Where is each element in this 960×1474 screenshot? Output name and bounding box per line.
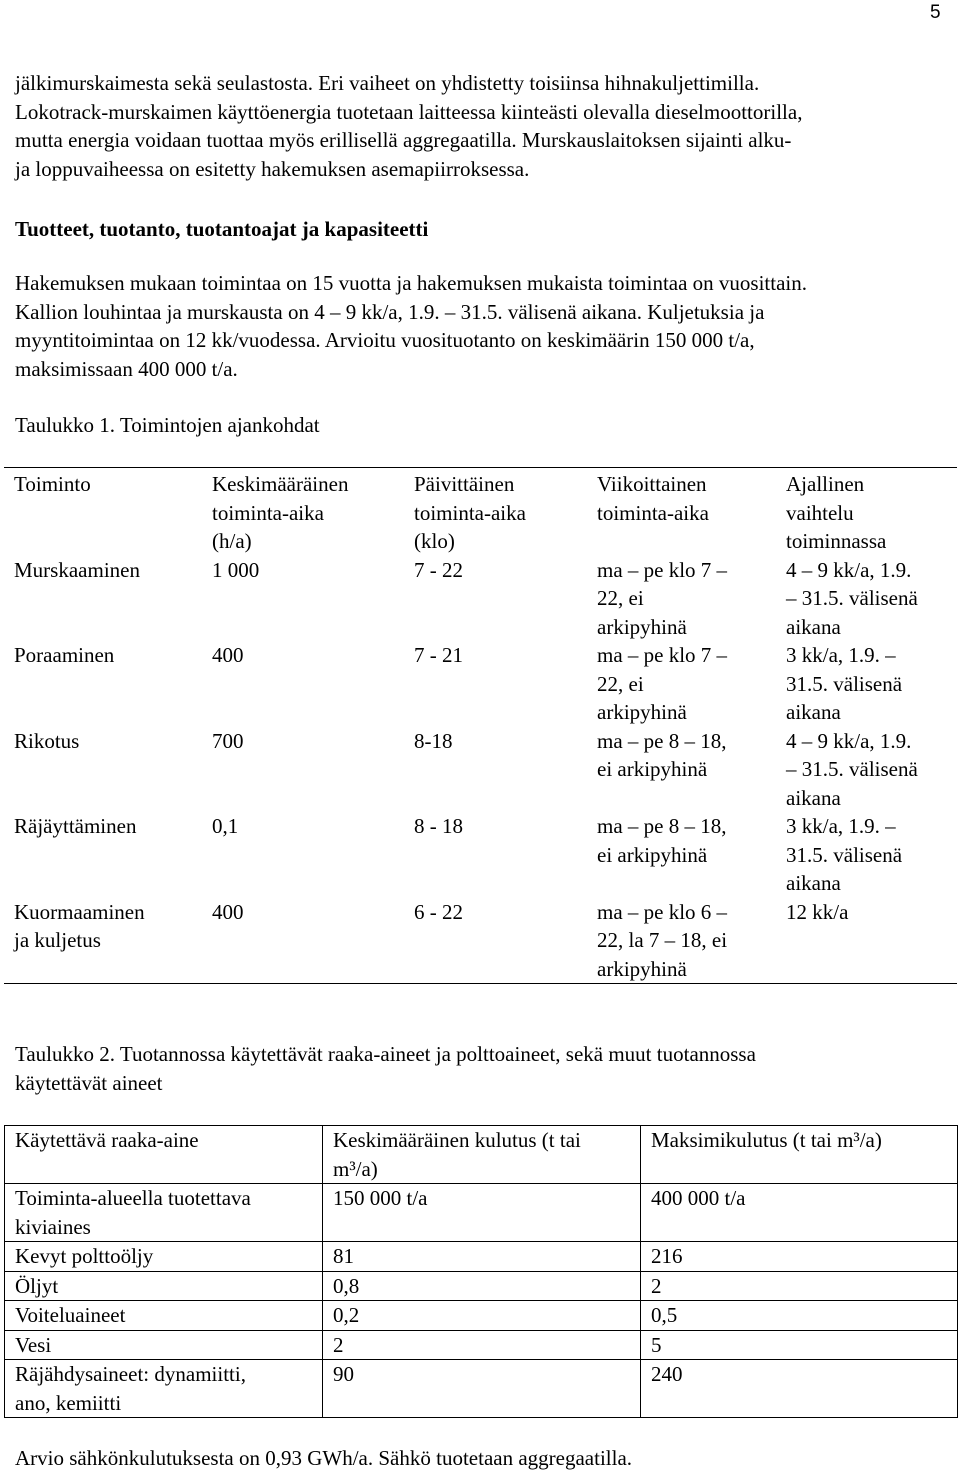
table-cell bbox=[202, 727, 404, 813]
production-paragraph bbox=[15, 269, 945, 383]
cell-text: 2 bbox=[651, 1273, 662, 1298]
cell-text: aikana bbox=[786, 785, 841, 810]
cell-text: toiminnassa bbox=[786, 529, 887, 553]
table-row bbox=[5, 1301, 958, 1331]
cell-text: Viikoittainen bbox=[597, 472, 707, 496]
cell-text: 90 bbox=[333, 1362, 354, 1386]
table-cell bbox=[641, 1184, 958, 1242]
text-line: Hakemuksen mukaan toimintaa on 15 vuotta ja hakemuksen mukaista toimintaa on vuosittain. bbox=[15, 271, 808, 295]
cell-text: 7 - 21 bbox=[414, 643, 463, 667]
header-cell bbox=[4, 468, 202, 556]
cell-text: – 31.5. välisenä bbox=[786, 586, 918, 610]
cell-text: 216 bbox=[651, 1244, 683, 1268]
table-cell bbox=[5, 1242, 323, 1272]
table-cell bbox=[5, 1184, 323, 1242]
table-row bbox=[4, 727, 957, 813]
text-line: mutta energia voidaan tuottaa myös erillisellä aggregaatilla. Murskauslaitoksen sijainti alku- bbox=[15, 128, 792, 152]
table-cell bbox=[641, 1360, 958, 1418]
cell-text: kiviaines bbox=[15, 1214, 91, 1239]
page-number: 5 bbox=[930, 2, 941, 23]
table1-caption: Taulukko 1. Toimintojen ajankohdat bbox=[15, 413, 320, 437]
cell-text: Poraaminen bbox=[14, 643, 115, 667]
cell-text: Päivittäinen bbox=[414, 472, 515, 496]
cell-text: Maksimikulutus (t tai m³/a) bbox=[651, 1128, 882, 1152]
table-cell bbox=[4, 898, 202, 984]
header-cell bbox=[641, 1126, 958, 1184]
table-row bbox=[4, 812, 957, 898]
cell-text: 240 bbox=[651, 1362, 683, 1386]
table-row bbox=[5, 1330, 958, 1360]
cell-text: Rikotus bbox=[14, 728, 80, 753]
table-cell bbox=[587, 898, 776, 984]
cell-text: 2 bbox=[333, 1332, 344, 1357]
cell-text: Öljyt bbox=[15, 1273, 59, 1298]
cell-text: 3 kk/a, 1.9. – bbox=[786, 814, 896, 838]
table-cell bbox=[404, 898, 587, 984]
cell-text: 700 bbox=[212, 728, 244, 753]
cell-text: 6 - 22 bbox=[414, 899, 463, 924]
cell-text: ma – pe klo 7 – bbox=[597, 557, 728, 582]
table-cell bbox=[323, 1184, 641, 1242]
text-line: maksimissaan 400 000 t/a. bbox=[15, 356, 238, 381]
header-cell bbox=[202, 468, 404, 556]
header-cell bbox=[5, 1126, 323, 1184]
table-cell bbox=[202, 641, 404, 727]
text-line: ja loppuvaiheessa on esitetty hakemuksen asemapiirroksessa. bbox=[15, 156, 530, 181]
cell-text: Ajallinen bbox=[786, 472, 865, 496]
cell-text: ano, kemiitti bbox=[15, 1390, 122, 1415]
cell-text: 8-18 bbox=[414, 728, 453, 753]
caption-line: käytettävät aineet bbox=[15, 1070, 163, 1095]
header-row bbox=[4, 468, 957, 556]
cell-text: Räjäyttäminen bbox=[14, 814, 137, 838]
cell-text: 0,8 bbox=[333, 1273, 360, 1298]
table-cell bbox=[404, 641, 587, 727]
table-cell bbox=[5, 1360, 323, 1418]
cell-text: (klo) bbox=[414, 529, 455, 553]
cell-text: ja kuljetus bbox=[14, 928, 101, 952]
cell-text: aikana bbox=[786, 614, 841, 639]
cell-text: Keskimääräinen bbox=[212, 472, 349, 496]
cell-text: 1 000 bbox=[212, 557, 260, 582]
table-cell bbox=[641, 1330, 958, 1360]
cell-text: 3 kk/a, 1.9. – bbox=[786, 643, 896, 667]
cell-text: vaihtelu bbox=[786, 500, 854, 525]
table-cell bbox=[202, 898, 404, 984]
table-cell bbox=[323, 1242, 641, 1272]
header-cell bbox=[776, 468, 957, 556]
text-line: jälkimurskaimesta sekä seulastosta. Eri vaiheet on yhdistetty toisiinsa hihnakuljettimilla. bbox=[15, 71, 760, 95]
table-cell bbox=[323, 1330, 641, 1360]
cell-text: 4 – 9 kk/a, 1.9. bbox=[786, 557, 912, 582]
cell-text: 0,2 bbox=[333, 1303, 360, 1327]
table-cell bbox=[587, 812, 776, 898]
header-row bbox=[5, 1126, 958, 1184]
materials-table bbox=[4, 1125, 958, 1418]
cell-text: ma – pe 8 – 18, bbox=[597, 814, 727, 838]
table-cell bbox=[404, 556, 587, 642]
cell-text: Käytettävä raaka-aine bbox=[15, 1128, 199, 1152]
table-cell bbox=[776, 898, 957, 984]
cell-text: aikana bbox=[786, 871, 841, 895]
cell-text: Keskimääräinen kulutus (t tai bbox=[333, 1128, 581, 1152]
cell-text: 150 000 t/a bbox=[333, 1186, 428, 1210]
cell-text: 400 bbox=[212, 899, 244, 924]
text-line: myyntitoimintaa on 12 kk/vuodessa. Arvioitu vuosituotanto on keskimäärin 150 000 t/a, bbox=[15, 328, 755, 352]
cell-text: 22, ei bbox=[597, 586, 644, 610]
cell-text: 22, ei bbox=[597, 671, 644, 696]
table-cell bbox=[641, 1242, 958, 1272]
table-row bbox=[5, 1184, 958, 1242]
cell-text: – 31.5. välisenä bbox=[786, 757, 918, 781]
cell-text: 7 - 22 bbox=[414, 557, 463, 582]
cell-text: 0,5 bbox=[651, 1303, 678, 1327]
cell-text: 12 kk/a bbox=[786, 899, 849, 924]
cell-text: ma – pe klo 7 – bbox=[597, 643, 728, 667]
table-cell bbox=[4, 556, 202, 642]
cell-text: aikana bbox=[786, 700, 841, 724]
cell-text: 5 bbox=[651, 1332, 662, 1357]
header-cell bbox=[587, 468, 776, 556]
table-cell bbox=[323, 1301, 641, 1331]
table-cell bbox=[4, 641, 202, 727]
table-cell bbox=[4, 812, 202, 898]
caption-line: Taulukko 2. Tuotannossa käytettävät raaka-aineet ja polttoaineet, sekä muut tuotannossa bbox=[15, 1042, 756, 1066]
cell-text: Murskaaminen bbox=[14, 557, 140, 582]
cell-text: Toiminto bbox=[14, 472, 91, 496]
cell-text: toiminta-aika bbox=[414, 500, 526, 525]
electricity-note: Arvio sähkönkulutuksesta on 0,93 GWh/a. Sähkö tuotetaan aggregaatilla. bbox=[15, 1446, 633, 1470]
table-cell bbox=[404, 812, 587, 898]
intro-paragraph bbox=[15, 69, 945, 183]
table-row bbox=[4, 898, 957, 984]
table-cell bbox=[776, 812, 957, 898]
table-cell bbox=[202, 556, 404, 642]
table-row bbox=[4, 556, 957, 642]
table-cell bbox=[323, 1271, 641, 1301]
cell-text: Räjähdysaineet: dynamiitti, bbox=[15, 1362, 246, 1386]
cell-text: ei arkipyhinä bbox=[597, 757, 708, 781]
cell-text: m³/a) bbox=[333, 1156, 378, 1181]
operation-times-table bbox=[4, 467, 957, 984]
table-cell bbox=[587, 727, 776, 813]
table-cell bbox=[641, 1301, 958, 1331]
cell-text: 4 – 9 kk/a, 1.9. bbox=[786, 728, 912, 753]
cell-text: (h/a) bbox=[212, 529, 252, 553]
cell-text: 22, la 7 – 18, ei bbox=[597, 928, 728, 952]
cell-text: Toiminta-alueella tuotettava bbox=[15, 1186, 251, 1210]
cell-text: 400 000 t/a bbox=[651, 1186, 746, 1210]
cell-text: 8 - 18 bbox=[414, 814, 463, 838]
header-cell bbox=[323, 1126, 641, 1184]
cell-text: 0,1 bbox=[212, 814, 239, 838]
cell-text: 31.5. välisenä bbox=[786, 842, 903, 867]
table-row bbox=[5, 1271, 958, 1301]
header-cell bbox=[404, 468, 587, 556]
cell-text: Vesi bbox=[15, 1332, 52, 1357]
section-heading: Tuotteet, tuotanto, tuotantoajat ja kapasiteetti bbox=[15, 217, 429, 241]
text-line: Kallion louhintaa ja murskausta on 4 – 9 kk/a, 1.9. – 31.5. välisenä aikana. Kuljetuksia ja bbox=[15, 299, 765, 324]
table-cell bbox=[4, 727, 202, 813]
cell-text: 81 bbox=[333, 1244, 354, 1268]
cell-text: arkipyhinä bbox=[597, 700, 687, 724]
table-cell bbox=[5, 1330, 323, 1360]
cell-text: Kevyt polttoöljy bbox=[15, 1244, 154, 1268]
table-cell bbox=[202, 812, 404, 898]
table-row bbox=[5, 1360, 958, 1418]
cell-text: ma – pe 8 – 18, bbox=[597, 728, 727, 753]
cell-text: toiminta-aika bbox=[597, 500, 709, 525]
cell-text: arkipyhinä bbox=[597, 956, 687, 981]
table-cell bbox=[776, 556, 957, 642]
cell-text: Kuormaaminen bbox=[14, 899, 145, 924]
table-cell bbox=[776, 727, 957, 813]
table-cell bbox=[776, 641, 957, 727]
cell-text: 31.5. välisenä bbox=[786, 671, 903, 696]
table-cell bbox=[587, 556, 776, 642]
table-cell bbox=[5, 1301, 323, 1331]
table-cell bbox=[404, 727, 587, 813]
cell-text: Voiteluaineet bbox=[15, 1303, 126, 1327]
table-row bbox=[5, 1242, 958, 1272]
table-cell bbox=[323, 1360, 641, 1418]
table-row bbox=[4, 641, 957, 727]
table-cell bbox=[587, 641, 776, 727]
text-line: Lokotrack-murskaimen käyttöenergia tuotetaan laitteessa kiinteästi olevalla dieselmoottorilla, bbox=[15, 99, 803, 124]
cell-text: 400 bbox=[212, 643, 244, 667]
table2-caption bbox=[15, 1040, 935, 1097]
cell-text: toiminta-aika bbox=[212, 500, 324, 525]
cell-text: ei arkipyhinä bbox=[597, 842, 708, 867]
table-cell bbox=[5, 1271, 323, 1301]
cell-text: ma – pe klo 6 – bbox=[597, 899, 728, 924]
table-cell bbox=[641, 1271, 958, 1301]
cell-text: arkipyhinä bbox=[597, 614, 687, 639]
